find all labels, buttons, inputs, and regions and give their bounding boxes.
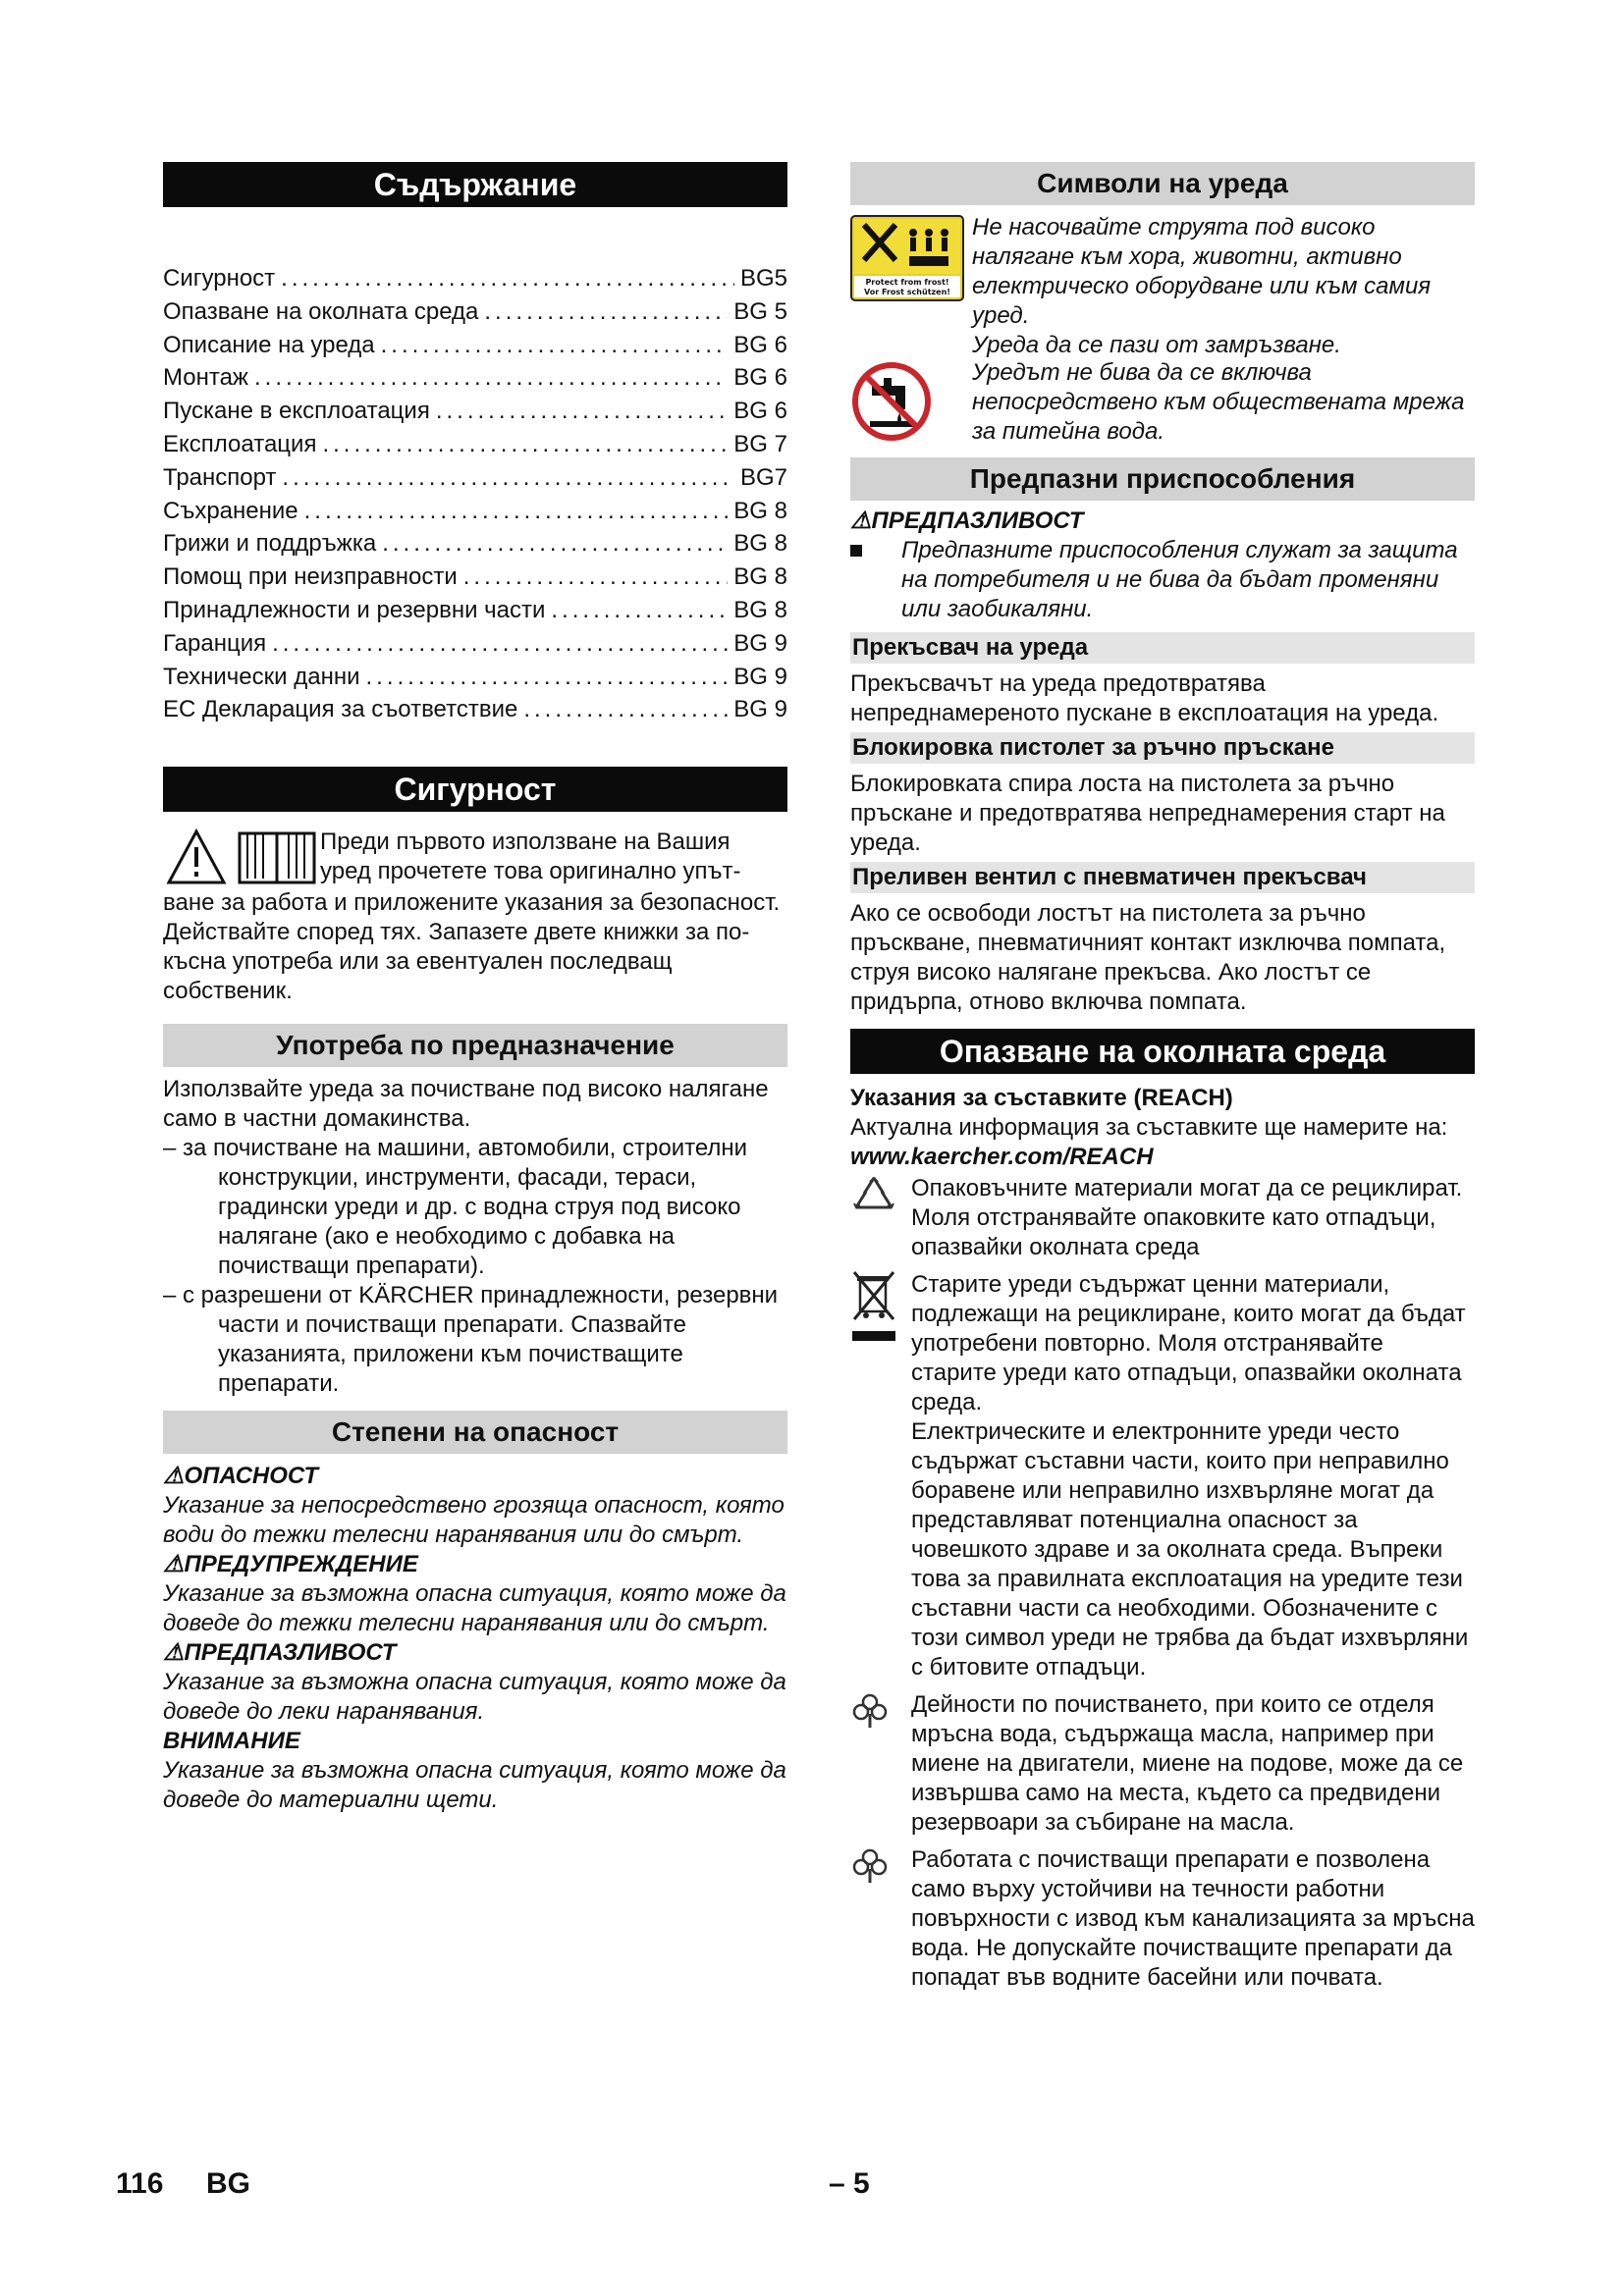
warning-manual-icon (163, 824, 320, 888)
toc-item-title: Пускане в експлоатация (163, 398, 430, 425)
device-symbols-heading: Символи на уреда (850, 162, 1475, 205)
toc-item-title: Грижи и поддръжка (163, 530, 377, 558)
toc-item[interactable] (163, 495, 787, 528)
toc-item-leader (254, 361, 728, 395)
toc-item-title: Помощ при неизправности (163, 563, 458, 591)
toc-item[interactable] (163, 329, 787, 362)
toc-item-leader (281, 262, 734, 295)
toc-item-title: Технически данни (163, 663, 360, 690)
toc-item-page: BG 9 (733, 663, 787, 690)
safety-devices-heading: Предпазни приспособления (850, 457, 1475, 501)
symbol2-text: Уредът не бива да се включва непосредствено към обществената мрежа за питейна вода. (972, 359, 1465, 445)
toc-item-page: BG 9 (733, 696, 787, 723)
frost-label-line2: Vor Frost schützen! (864, 288, 950, 296)
toc-item-page: BG 8 (733, 563, 787, 591)
old-devices-text: Старите уреди съдържат ценни материали, подлежащи на рециклиране, които могат да бъдат употребени повторно. Моля отстранявайте старите уреди като отпадъци, опазвайки околната среда. (911, 1271, 1466, 1415)
toc-item-leader (272, 627, 728, 661)
toc-item-title: Транспорт (163, 463, 277, 491)
toc-item-leader (484, 295, 728, 329)
hazard-levels-heading: Степени на опасност (163, 1411, 787, 1454)
toc-item-title: Сигурност (163, 265, 276, 292)
toc-item-page: BG 6 (733, 331, 787, 358)
switch-heading: Прекъсвач на уреда (850, 632, 1475, 664)
toc-item[interactable] (163, 661, 787, 694)
toc-item-leader (282, 461, 734, 495)
toc-item-page: BG 8 (733, 497, 787, 524)
footer-page-number: 116 (116, 2167, 164, 2200)
toc-item-title: Монтаж (163, 364, 248, 392)
danger-label: ⚠ОПАСНОСТ (163, 1463, 318, 1490)
toc-item-leader (381, 329, 729, 362)
toc-item-page: BG5 (739, 265, 787, 292)
switch-text: Прекъсвачът на уреда предотвратява непреднамереното пускане в експлоатация на уреда. (850, 670, 1439, 726)
caution-label: ⚠ПРЕДПАЗЛИВОСТ (163, 1639, 397, 1667)
toc-item-title: Опазване на околната среда (163, 297, 479, 325)
footer-section-page: – 5 (829, 2167, 870, 2200)
caution-text: Указание за възможна опасна ситуация, която може да доведе до леки наранявания. (163, 1669, 786, 1726)
right-column (850, 162, 1475, 1993)
packaging-text: Опаковъчните материали могат да се рециклират. Моля отстранявайте опаковките като отпадъци, опазвайки околната среда (911, 1175, 1463, 1260)
toc-item[interactable] (163, 428, 787, 461)
toc-item-leader (365, 661, 728, 694)
attention-label: ВНИМАНИЕ (163, 1728, 300, 1755)
toc-item-page: BG 6 (733, 398, 787, 425)
toc-item-page: BG 5 (733, 297, 787, 325)
toc-item[interactable] (163, 461, 787, 495)
recycling-icon (850, 1174, 911, 1226)
lock-heading: Блокировка пистолет за ръчно пръскане (850, 732, 1475, 764)
warning-label: ⚠ПРЕДУПРЕЖДЕНИЕ (163, 1551, 418, 1578)
danger-text: Указание за непосредствено грозяща опасност, която води до тежки телесни наранявания или до смърт. (163, 1492, 785, 1549)
toc-item-page: BG7 (739, 463, 787, 491)
toc-item[interactable] (163, 693, 787, 726)
toc-heading: Съдържание (163, 162, 787, 207)
symbol1b-text: Уреда да се пази от замръзване. (972, 332, 1341, 358)
toc-item[interactable] (163, 262, 787, 295)
toc-item-page: BG 8 (733, 596, 787, 623)
toc-item-leader (304, 495, 729, 528)
footer-language: BG (206, 2167, 250, 2200)
toc-item-leader (382, 527, 728, 561)
detergents-text: Работата с почистващи препарати е позволена само върху устойчиви на течности работни повърхности с извод към канализацията за мръсна вода. Не допускайте почистващите препарати да попадат във водните басейни или почвата. (911, 1846, 1475, 1991)
bullet-square-icon (850, 545, 862, 557)
reach-text: Актуална информация за съставките ще намерите на: (850, 1114, 1448, 1141)
toc-item[interactable] (163, 527, 787, 561)
toc-item-leader (551, 594, 728, 627)
valve-text: Ако се освободи лостът на пистолета за ръчно пръскване, пневматичният контакт изключва помпата, струя високо налягане прекъсва. Ако лостът се придърпа, отново включва помпата. (850, 900, 1446, 1015)
safety-devices-caution-label: ⚠ПРЕДПАЗЛИВОСТ (850, 507, 1084, 534)
warning-text: Указание за възможна опасна ситуация, която може да доведе до тежки телесни наранявания или до смърт. (163, 1580, 786, 1637)
no-drinking-water-icon (850, 360, 972, 448)
toc-list (163, 262, 787, 726)
safety-intro-first: Преди първото използване на Вашия уред прочетете това оригинално упът- (320, 828, 741, 885)
attention-text: Указание за възможна опасна ситуация, която може да доведе до материални щети. (163, 1757, 786, 1814)
detergent-icon (850, 1845, 911, 1890)
safety-intro-rest: ване за работа и приложените указания за безопасност. Действайте според тях. Запазете двете книжки за по-късна употреба или за евентуален последващ собственик. (163, 889, 781, 1005)
safety-intro (163, 824, 787, 1006)
toc-item-title: Гаранция (163, 629, 267, 657)
toc-item-page: BG 9 (733, 629, 787, 657)
toc-item-leader (463, 561, 729, 594)
toc-item[interactable] (163, 561, 787, 594)
frost-label-line1: Protect from frost! (865, 278, 949, 287)
electronics-text: Електрическите и електронните уреди често съдържат съставни части, които при неправилно боравене или неправилно изхвърляне могат да представляват потенциална опасност за човешкото здраве и за околната среда. Въпреки това за правилната експлоатация на уредите тези съставни части са необходими. Обозначените с този символ уреди не трябва да бъдат изхвърляни с битовите отпадъци. (911, 1418, 1469, 1681)
intended-use-item1: – за почистване на машини, автомобили, строителни конструкции, инструменти, фасади, тераси, градински уреди и др. с водна струя под високо налягане (ако е необходимо с добавка на почистващи препарати). (163, 1135, 748, 1280)
toc-item-page: BG 6 (733, 364, 787, 392)
symbol1-text: Не насочвайте струята под високо налягане към хора, животни, активно електрическо оборудване или към самия уред. (972, 214, 1432, 329)
toc-item-leader (322, 428, 728, 461)
toc-item[interactable] (163, 395, 787, 428)
toc-item-title: ЕС Декларация за съответствие (163, 696, 518, 723)
toc-item-page: BG 8 (733, 530, 787, 558)
safety-devices-caution-text: Предпазните приспособления служат за защита на потребителя и не бива да бъдат променяни или заобикаляни. (901, 537, 1458, 622)
oil-water-text: Дейности по почистването, при които се отделя мръсна вода, съдържаща масла, например при миене на двигатели, миене на подове, може да се извършва само на места, където са предвидени резервоари за събиране на масла. (911, 1691, 1464, 1836)
toc-item-title: Принадлежности и резервни части (163, 596, 546, 623)
toc-item-page: BG 7 (733, 430, 787, 457)
oil-separator-icon (850, 1690, 911, 1735)
frost-protection-label-icon (850, 215, 972, 306)
valve-heading: Преливен вентил с пневматичен прекъсвач (850, 862, 1475, 893)
toc-item-leader (523, 693, 728, 726)
crossed-bin-icon (850, 1270, 911, 1352)
toc-item[interactable] (163, 361, 787, 395)
environment-heading: Опазване на околната среда (850, 1029, 1475, 1074)
reach-heading: Указания за съставките (REACH) (850, 1085, 1233, 1111)
reach-url: www.kaercher.com/REACH (850, 1144, 1154, 1170)
left-column (163, 162, 787, 1815)
toc-item-leader (436, 395, 728, 428)
intended-use-item2: – с разрешени от KÄRCHER принадлежности, резервни части и почистващи препарати. Спазвайте указанията, приложени към почистващите препарати. (163, 1282, 779, 1398)
toc-item[interactable] (163, 295, 787, 329)
toc-item[interactable] (163, 594, 787, 627)
toc-item-title: Съхранение (163, 497, 298, 524)
safety-heading: Сигурност (163, 767, 787, 812)
toc-item[interactable] (163, 627, 787, 661)
intended-use-text: Използвайте уреда за почистване под високо налягане само в частни домакинства. (163, 1076, 769, 1133)
toc-item-title: Описание на уреда (163, 331, 375, 358)
toc-item-title: Експлоатация (163, 430, 317, 457)
lock-text: Блокировката спира лоста на пистолета за ръчно пръскане и предотвратява непреднамерения старт на уреда. (850, 771, 1445, 856)
intended-use-heading: Употреба по предназначение (163, 1024, 787, 1067)
